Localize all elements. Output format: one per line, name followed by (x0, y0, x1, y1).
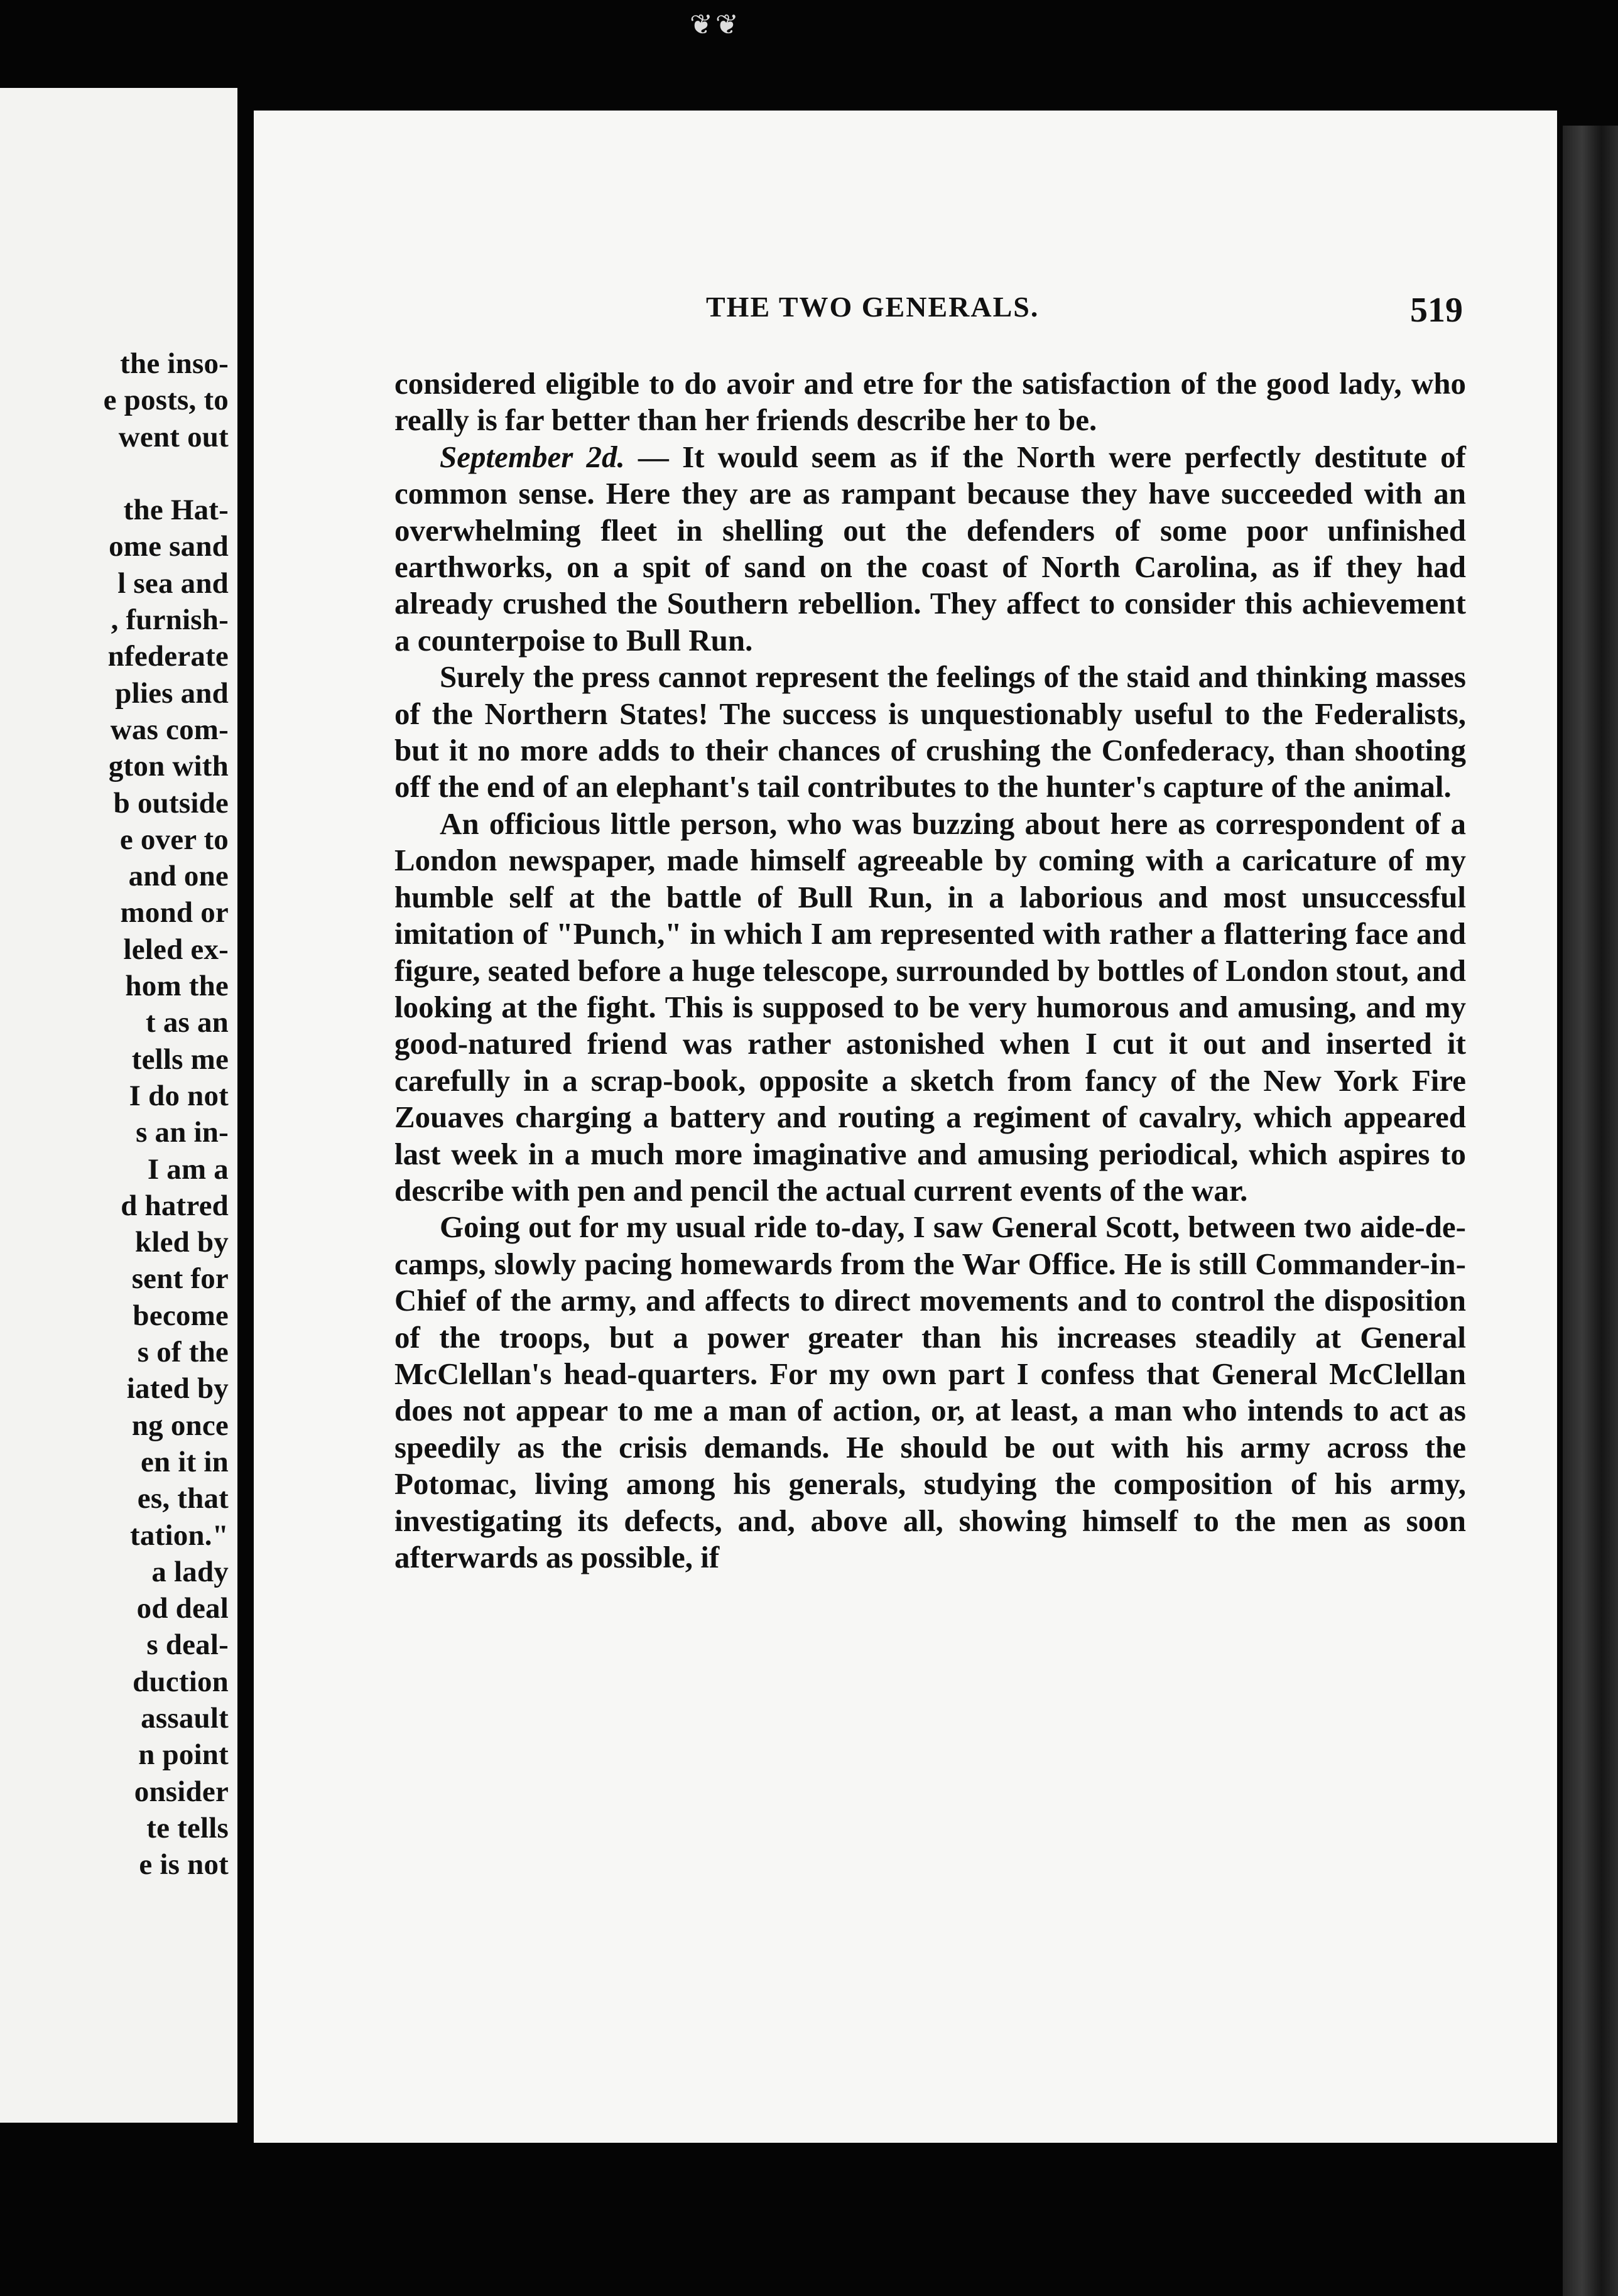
previous-page-line: te tells (146, 1811, 229, 1844)
page-body (394, 366, 1466, 1576)
previous-page-line: d hatred (121, 1189, 229, 1222)
previous-page-line: en it in (140, 1445, 229, 1478)
previous-page-line: I do not (129, 1079, 229, 1112)
previous-page-line: s deal- (146, 1628, 229, 1662)
previous-page-line: t as an (146, 1006, 229, 1039)
previous-page-line: tells me (131, 1042, 229, 1076)
previous-page-line: kled by (135, 1226, 229, 1259)
book-binding-edge (1563, 126, 1618, 2296)
previous-page-line: iated by (126, 1372, 229, 1405)
previous-page-line: sent for (131, 1262, 229, 1296)
previous-page-text (0, 345, 237, 1883)
previous-page-line: s an in- (136, 1116, 229, 1149)
previous-page-line: od deal (136, 1592, 229, 1625)
previous-page-line (0, 455, 237, 492)
previous-page-line: n point (138, 1738, 229, 1772)
paragraph-1: considered eligible to do avoir and etre for the satisfaction of the good lady, who really is far better than her friends describe her to be. (394, 366, 1466, 438)
book-page (254, 111, 1557, 2143)
ornament-glyph: ❦❦ (690, 9, 741, 40)
paragraph-5: Going out for my usual ride to-day, I saw General Scott, between two aide-de-camps, slowly pacing homewards from the War Office. He is still Commander-in-Chief of the army, and affects to direct movements and to control the disposition of the troops, but a power greater than his increases steadily at General McClellan's head-quarters. For my own part I confess that General McClellan does not appear to me a man of action, or, at least, a man who intends to act as speedily as the crisis demands. He should be out with his army across the Potomac, living among his generals, studying the composition of his army, investigating its defects, and, above all, showing himself to the men as soon afterwards as possible, if (394, 1210, 1466, 1574)
previous-page-line: e posts, to (103, 384, 229, 417)
previous-page-line: e over to (119, 823, 229, 856)
previous-page-line: nfederate (107, 640, 229, 673)
previous-page-line: onsider (134, 1775, 229, 1808)
previous-page-line: , furnish- (111, 604, 229, 637)
previous-page-line: and one (128, 860, 229, 893)
previous-page-line: was com- (110, 713, 229, 746)
previous-page-line: hom the (125, 970, 229, 1003)
previous-page-line: the inso- (120, 347, 229, 380)
previous-page-line: s of the (137, 1336, 229, 1369)
previous-page-line: tation." (130, 1519, 229, 1552)
previous-page-line: I am a (147, 1152, 229, 1186)
previous-page-line: l sea and (117, 566, 229, 600)
previous-page-line: assault (141, 1701, 229, 1735)
previous-page-line: gton with (108, 750, 229, 783)
previous-page-line: become (133, 1299, 229, 1332)
previous-page-line: ng once (131, 1409, 229, 1442)
paragraph-2-text: — It would seem as if the North were perfectly destitute of common sense. Here they are as rampant because they have succeeded with an overwhelming fleet in shelling out the defenders of some poor unfinished earthworks, on a spit of sand on the coast of North Carolina, as if they had already crushed the Southern rebellion. They affect to consider this achievement a counterpoise to Bull Run. (394, 439, 1466, 658)
previous-page-line: e is not (139, 1848, 229, 1882)
previous-page-line: es, that (137, 1482, 229, 1515)
paragraph-4: An officious little person, who was buzzing about here as correspondent of a London newspaper, made himself agreeable by coming with a caricature of my humble self at the battle of Bull Run, in a laborious and most unsuccessful imitation of "Punch," in which I am represented with rather a flattering face and figure, seated before a huge telescope, surrounded by bottles of London stout, and looking at the fight. This is supposed to be very humorous and amusing, and my good-natured friend was rather astonished when I cut it out and inserted it carefully in a scrap-book, opposite a sketch from fancy of the New York Fire Zouaves charging a battery and routing a regiment of cavalry, which appeared last week in a much more imaginative and amusing periodical, which aspires to describe with pen and pencil the actual current events of the war. (394, 806, 1466, 1208)
page-header (254, 290, 1557, 340)
running-head: THE TWO GENERALS. (706, 291, 1040, 323)
previous-page-line: b outside (113, 786, 229, 820)
previous-page (0, 88, 237, 2123)
previous-page-line: a lady (151, 1555, 229, 1588)
previous-page-line: leled ex- (123, 933, 229, 966)
page-number: 519 (1410, 291, 1463, 330)
paragraph-2 (394, 439, 1466, 659)
paragraph-3: Surely the press cannot represent the feelings of the staid and thinking masses of the Northern States! The success is unquestionably useful to the Federalists, but it no more adds to their chances of crushing the Confederacy, than shooting off the end of an elephant's tail contributes to the hunter's capture of the animal. (394, 659, 1466, 804)
previous-page-line: went out (118, 420, 229, 453)
previous-page-line: mond or (120, 896, 229, 929)
previous-page-line: the Hat- (123, 494, 229, 527)
previous-page-line: plies and (115, 676, 229, 710)
previous-page-line: ome sand (109, 530, 229, 563)
diary-date: September 2d. (440, 439, 625, 474)
previous-page-line: duction (133, 1665, 229, 1698)
